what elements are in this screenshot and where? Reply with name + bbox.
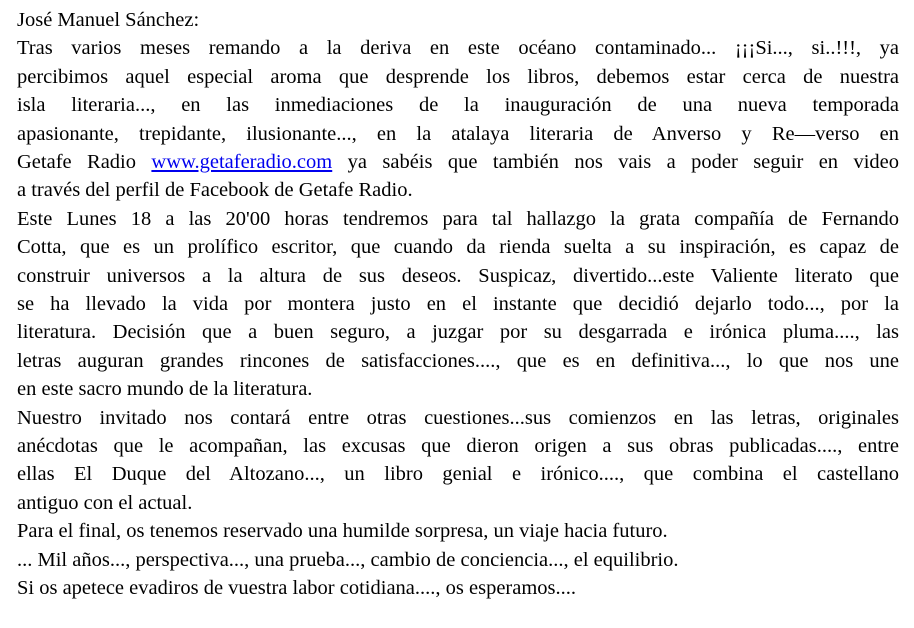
paragraph-line: Tras varios meses remando a la deriva en este océano contaminado... ¡¡¡Si..., si..!!!, ya — [17, 37, 899, 60]
document-body — [17, 6, 899, 602]
paragraph-line: apasionante, trepidante, ilusionante..., en la atalaya literaria de Anverso y Re—verso en — [17, 122, 899, 145]
paragraph-line: Nuestro invitado nos contará entre otras cuestiones...sus comienzos en las letras, originales — [17, 406, 899, 429]
paragraph-topics — [17, 404, 899, 518]
paragraph-line: a través del perfil de Facebook de Getafe Radio. — [17, 179, 413, 202]
paragraph-teaser: ... Mil años..., perspectiva..., una prueba..., cambio de conciencia..., el equilibrio. — [17, 548, 679, 571]
paragraph-closing: Si os apetece evadiros de vuestra labor cotidiana...., os esperamos.... — [17, 576, 577, 599]
paragraph-line: letras auguran grandes rincones de satisfacciones...., que es en definitiva..., lo que nos une — [17, 349, 899, 372]
paragraph-surprise: Para el final, os tenemos reservado una humilde sorpresa, un viaje hacia futuro. — [17, 520, 668, 543]
getafe-radio-link[interactable]: www.getaferadio.com — [151, 150, 333, 173]
paragraph-guest — [17, 205, 899, 404]
paragraph-line: se ha llevado la vida por montera justo en el instante que decidió dejarlo todo..., por la — [17, 292, 899, 315]
paragraph-line: en este sacro mundo de la literatura. — [17, 378, 313, 401]
link-prefix-text: Getafe Radio — [17, 150, 152, 173]
paragraph-line: literatura. Decisión que a buen seguro, a juzgar por su desgarrada e irónica pluma...., las — [17, 321, 899, 344]
paragraph-line: Este Lunes 18 a las 20'00 horas tendremos para tal hallazgo la grata compañía de Fernando — [17, 207, 899, 230]
paragraph-line: antiguo con el actual. — [17, 491, 193, 514]
paragraph-line-with-link — [17, 148, 899, 176]
paragraph-line: Cotta, que es un prolífico escritor, que cuando da rienda suelta a su inspiración, es capaz de — [17, 236, 899, 259]
paragraph-line: percibimos aquel especial aroma que desprende los libros, debemos estar cerca de nuestra — [17, 65, 899, 88]
paragraph-intro — [17, 34, 899, 204]
link-suffix-text: ya sabéis que también nos vais a poder seguir en video — [332, 150, 899, 173]
paragraph-line: anécdotas que le acompañan, las excusas que dieron origen a sus obras publicadas...., entre — [17, 434, 899, 457]
paragraph-line: construir universos a la altura de sus deseos. Suspicaz, divertido...este Valiente literato que — [17, 264, 899, 287]
paragraph-line: isla literaria..., en las inmediaciones de la inauguración de una nueva temporada — [17, 94, 899, 117]
paragraph-line: ellas El Duque del Altozano..., un libro genial e irónico...., que combina el castellano — [17, 463, 899, 486]
author-line: José Manuel Sánchez: — [17, 9, 200, 31]
